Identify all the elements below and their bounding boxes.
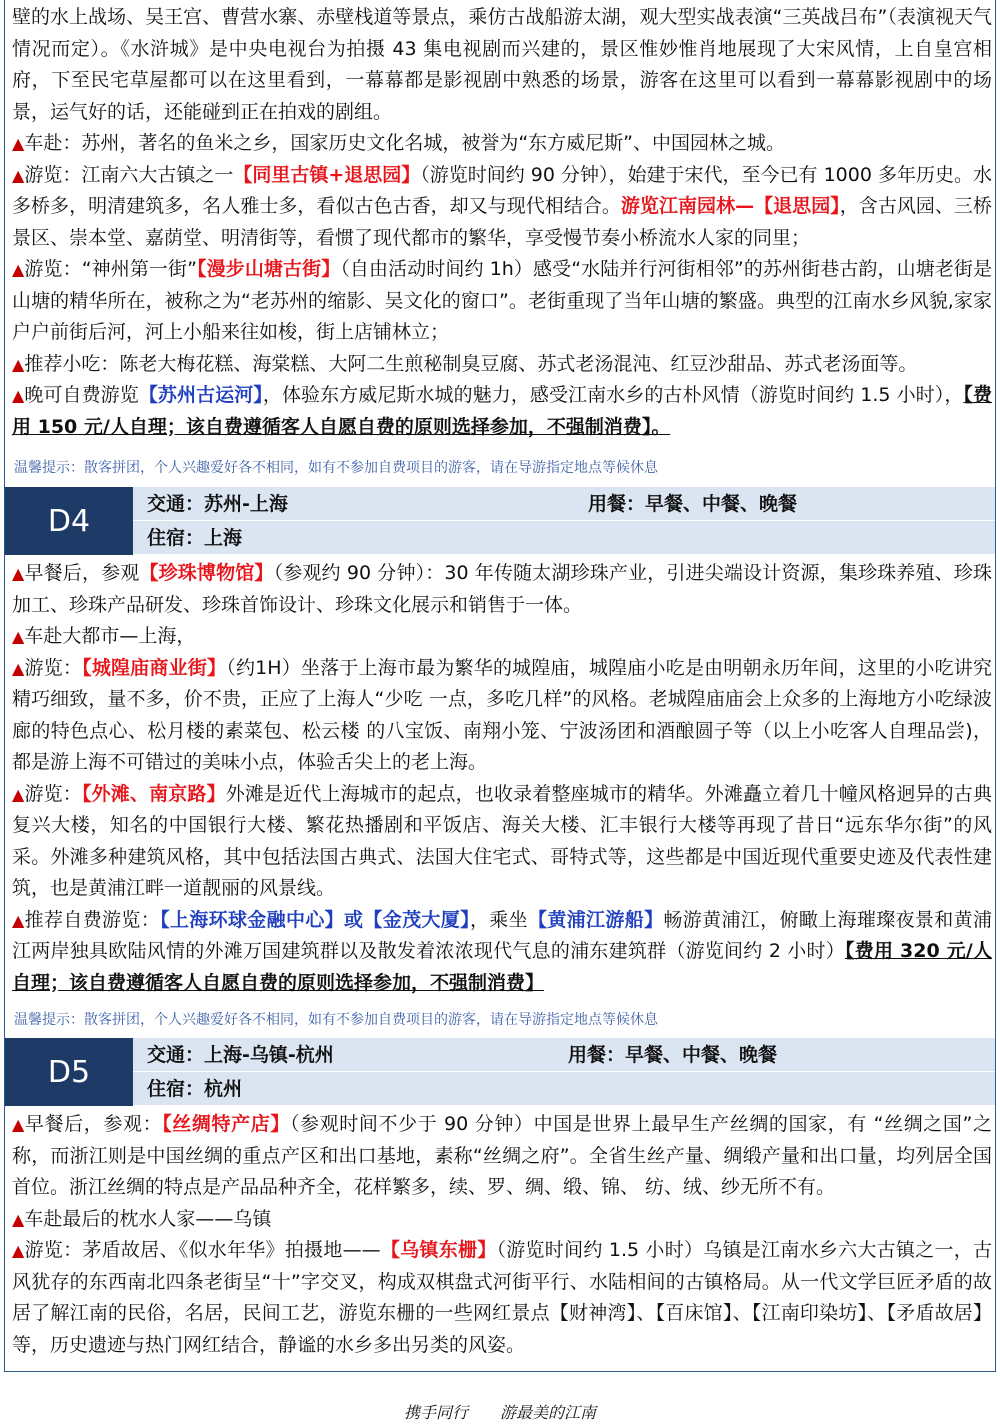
triangle-marker-icon: ▲ xyxy=(12,134,25,153)
transport-info: 交通：上海-乌镇-杭州 xyxy=(147,1044,334,1066)
itinerary-item: ▲早餐后，参观：【丝绸特产店】（参观时间不少于 90 分钟）中国是世界上最早生产丝绸的国家，有 “丝绸之国”之称，而浙江则是中国丝绸的重点产区和出口基地，素称“丝绸之府”。全省生丝产量、绸缎产量和出口量，均列居全国首位。浙江丝绸的特点是产品品种齐全，花样繁多，续、罗、绸、缎、锦、 纺、绒、纱无所不有。 xyxy=(12,1113,992,1198)
warm-tip: 温馨提示：散客拼团，个人兴趣爱好各不相同，如有不参加自费项目的游客，请在导游指定地点等候休息 xyxy=(14,460,658,476)
triangle-marker-icon: ▲ xyxy=(12,627,25,646)
day-info-row xyxy=(133,1038,995,1072)
day-label: D5 xyxy=(5,1038,133,1106)
triangle-marker-icon: ▲ xyxy=(12,784,25,804)
meal-info: 用餐：早餐、中餐、晚餐 xyxy=(568,1044,778,1066)
triangle-marker-icon: ▲ xyxy=(12,564,25,583)
day3-continued-section xyxy=(12,2,992,443)
optional-attraction: 【上海环球金融中心】或【金茂大厦】 xyxy=(160,908,470,931)
lodging-info: 住宿：杭州 xyxy=(147,1078,243,1100)
triangle-marker-icon: ▲ xyxy=(12,260,25,279)
attraction-highlight: 【珍珠博物馆】 xyxy=(139,562,274,584)
itinerary-item: ▲游览：“神州第一街”【漫步山塘古街】（自由活动时间约 1h）感受“水陆并行河街相邻”的苏州街巷古韵，山塘老街是山塘的精华所在，被称之为“老苏州的缩影、吴文化的窗口”。老街重现了当年山塘的繁盛。典型的江南水乡风貌,家家户户前街后河，河上小船来往如梭，街上店铺林立； xyxy=(12,258,992,343)
day-label: D4 xyxy=(5,487,133,555)
meal-info: 用餐：早餐、中餐、晚餐 xyxy=(588,493,798,515)
triangle-marker-icon: ▲ xyxy=(12,165,25,185)
day-header-d4 xyxy=(5,487,995,555)
triangle-marker-icon: ▲ xyxy=(12,910,25,930)
fee-notice: 【费用 150 元/人自理；该自费遵循客人自愿自费的原则选择参加，不强制消费】。 xyxy=(12,384,992,438)
day-info-row xyxy=(133,487,995,521)
attraction-highlight: 【漫步山塘古街】 xyxy=(196,258,341,280)
warm-tip: 温馨提示：散客拼团，个人兴趣爱好各不相同，如有不参加自费项目的游客，请在导游指定地点等候休息 xyxy=(14,1012,658,1028)
attraction-highlight: 【城隍庙商业街】 xyxy=(82,656,227,679)
itinerary-item: ▲车赴大都市—上海， xyxy=(12,625,196,647)
triangle-marker-icon: ▲ xyxy=(12,354,25,374)
itinerary-item: ▲推荐小吃：陈老大梅花糕、海棠糕、大阿二生煎秘制臭豆腐、苏式老汤混沌、红豆沙甜品、苏式老汤面等。 xyxy=(12,352,918,375)
itinerary-item: ▲推荐自费游览：【上海环球金融中心】或【金茂大厦】，乘坐【黄浦江游船】畅游黄浦江，俯瞰上海璀璨夜景和黄浦江两岸独具欧陆风情的外滩万国建筑群以及散发着浓浓现代气息的浦东建筑群（游览间约 2 小时）【费用 320 元/人自理；该自费遵循客人自愿自费的原则选择参加，不强制消费】 xyxy=(12,908,992,994)
itinerary-item: ▲游览：茅盾故居、《似水年华》拍摄地——【乌镇东栅】（游览时间约 1.5 小时）乌镇是江南水乡六大古镇之一，古风犹存的东西南北四条老街呈“十”字交叉，构成双棋盘式河街平行、水陆相间的古镇格局。从一代文学巨匠矛盾的故居了解江南的民俗，名居，民间工艺，游览东栅的一些网红景点【财神湾】、【百床馆】、【江南印染坊】、【矛盾故居】等，历史遗迹与热门网红结合，静谧的水乡多出另类的风姿。 xyxy=(12,1239,992,1356)
day5-section xyxy=(12,1109,992,1361)
attraction-highlight: 游览江南园林—【退思园】 xyxy=(620,195,840,217)
itinerary-item: ▲游览：【外滩、南京路】外滩是近代上海城市的起点，也收录着整座城市的精华。外滩矗立着几十幢风格迥异的古典复兴大楼，知名的中国银行大楼、繁花热播剧和平饭店、海关大楼、汇丰银行大楼等再现了昔日“远东华尔街”的风采。外滩多种建筑风格，其中包括法国古典式、法国大住宅式、哥特式等，这些都是中国近现代重要史迹及代表性建筑，也是黄浦江畔一道靓丽的风景线。 xyxy=(12,782,992,899)
fee-notice: 【费用 320 元/人自理；该自费遵循客人自愿自费的原则选择参加，不强制消费】 xyxy=(12,940,992,994)
attraction-highlight: 【同里古镇+退思园】 xyxy=(233,163,421,186)
day-info-row xyxy=(133,521,995,555)
attraction-highlight: 【乌镇东栅】 xyxy=(380,1239,497,1261)
day-info-row xyxy=(133,1072,995,1106)
itinerary-item: ▲车赴：苏州，著名的鱼米之乡，国家历史文化名城，被誉为“东方威尼斯”、中国园林之城。 xyxy=(12,132,786,154)
day-header-d5 xyxy=(5,1038,995,1106)
triangle-marker-icon: ▲ xyxy=(12,1115,25,1134)
triangle-marker-icon: ▲ xyxy=(12,386,25,405)
itinerary-item: ▲游览：【城隍庙商业街】（约1H）坐落于上海市最为繁华的城隍庙，城隍庙小吃是由明朝永历年间，这里的小吃讲究精巧细致，量不多，价不贵，正应了上海人“少吃 一点，多吃几样”的风格。老城隍庙庙会上众多的上海地方小吃绿波廊的特色点心、松月楼的素菜包、松云楼 的八宝饭、南翔小笼、宁波汤团和酒酿圆子等（以上小吃客人自理品尝)，都是游上海不可错过的美味小点，体验舌尖上的老上海。 xyxy=(12,656,992,773)
optional-attraction: 【黄浦江游船】 xyxy=(528,908,664,931)
itinerary-item: ▲晚可自费游览【苏州古运河】，体验东方威尼斯水城的魅力，感受江南水乡的古朴风情（游览时间约 1.5 小时），【费用 150 元/人自理；该自费遵循客人自愿自费的原则选择参加，不强制消费】。 xyxy=(12,384,992,438)
itinerary-item: ▲车赴最后的枕水人家——乌镇 xyxy=(12,1207,272,1230)
transport-info: 交通：苏州-上海 xyxy=(147,493,288,515)
itinerary-item: ▲早餐后，参观【珍珠博物馆】（参观约 90 分钟）：30 年传随太湖珍珠产业，引进尖端设计资源，集珍珠养殖、珍珠加工、珍珠产品研发、珍珠首饰设计、珍珠文化展示和销售于一体。 xyxy=(12,562,992,616)
triangle-marker-icon: ▲ xyxy=(12,658,25,678)
page-footer-slogan: 携手同行 游最美的江南 xyxy=(403,1403,596,1422)
itinerary-item: ▲游览：江南六大古镇之一【同里古镇+退思园】（游览时间约 90 分钟），始建于宋代，至今已有 1000 多年历史。水多桥多，明清建筑多，名人雅士多，看似古色古香，却又与现代相结合。游览江南园林—【退思园】，含古风园、三桥景区、崇本堂、嘉荫堂、明清街等，看惯了现代都市的繁华，享受慢节奏小桥流水人家的同里； xyxy=(12,163,992,249)
attraction-highlight: 【外滩、南京路】 xyxy=(81,782,226,805)
triangle-marker-icon: ▲ xyxy=(12,1209,25,1229)
day4-section xyxy=(12,558,992,999)
itinerary-paragraph: 壁的水上战场、吴王宫、曹营水寨、赤壁栈道等景点，乘仿古战船游太湖，观大型实战表演“三英战吕布”（表演视天气情况而定）。《水浒城》是中央电视台为拍摄 43 集电视剧而兴建的，景区惟妙惟肖地展现了大宋风情，上自皇宫相府，下至民宅草屋都可以在这里看到，一幕幕都是影视剧中熟悉的场景，游客在这里可以看到一幕幕影视剧中的场景，运气好的话，还能碰到正在拍戏的剧组。 xyxy=(12,6,992,123)
lodging-info: 住宿：上海 xyxy=(147,527,243,549)
attraction-highlight: 【丝绸特产店】 xyxy=(162,1113,290,1135)
triangle-marker-icon: ▲ xyxy=(12,1241,25,1260)
optional-attraction: 【苏州古运河】 xyxy=(138,384,263,406)
